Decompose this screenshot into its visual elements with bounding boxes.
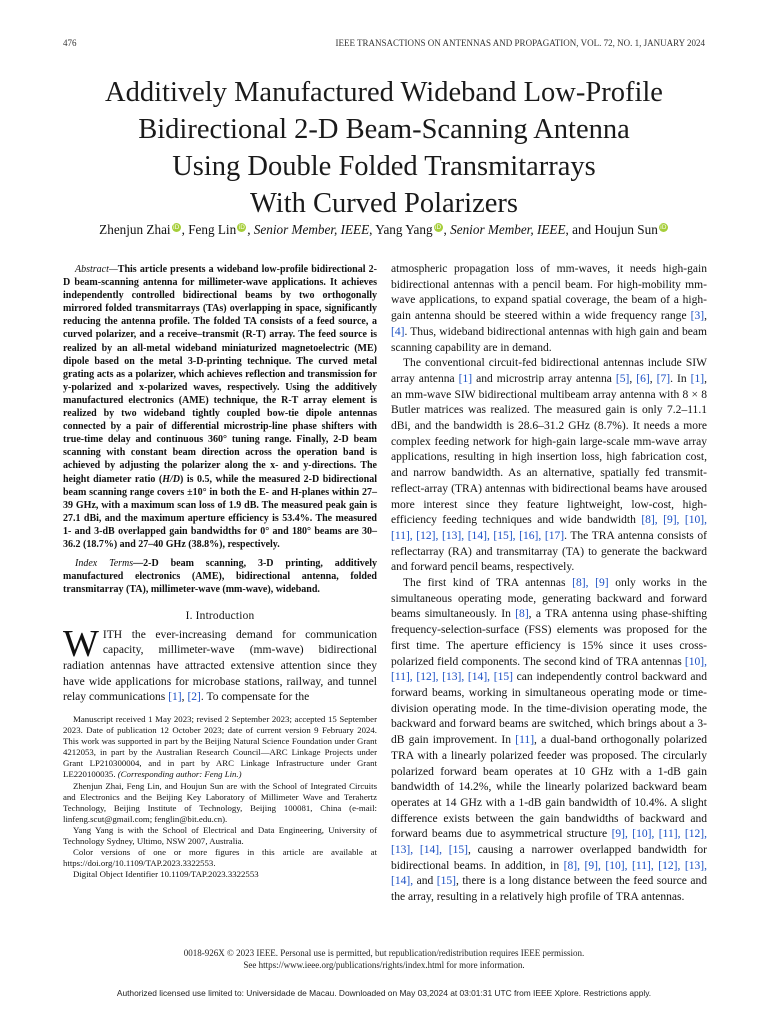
left-column [63, 263, 377, 880]
right-column [391, 262, 707, 906]
body-paragraph: The first kind of TRA antennas [8], [9] only works in the simultaneous operating mode, generating backward and forward beams simultaneously. In [8], a TRA antenna using phase-shifting frequency-selection-surface (FSS) elements was proposed for the first time. The aperture efficiency is 15% since it uses cross-polarized field components. The second kind of TRA antennas [10], [11], [12], [13], [14], [15] can independently control backward and forward beams, working in simultaneous operating mode or time-division operating mode. In the time-division operating mode, the backward and forward beams are switched, which brings about a 3-dB gain improvement. In [11], a dual-band orthogonally polarized TRA with a linearly polarized feeder was proposed. The circularly polarized forward beam operates at 10 GHz with a 1-dB gain bandwidth of 14.2%, while the linearly polarized backward beam operates at 14 GHz with a 1-dB gain bandwidth of 10.4%. A slight difference exists between the gain bandwidths of backward and forward beams due to asymmetrical structure [9], [10], [11], [12], [13], [14], [15], causing a narrower overlapped bandwidth for bidirectional beams. In addition, in [8], [9], [10], [11], [12], [13], [14], and [15], there is a long distance between the feed source and the array, resulting in a relatively high profile of TRA antennas. [391, 577, 707, 904]
page-number: 476 [63, 38, 77, 48]
doi-footnote: Digital Object Identifier 10.1109/TAP.2023.3322553 [73, 869, 259, 880]
author-role: Senior Member, IEEE [450, 222, 566, 237]
citation-link[interactable]: [6] [636, 372, 650, 385]
journal-header: IEEE TRANSACTIONS ON ANTENNAS AND PROPAGATION, VOL. 72, NO. 1, JANUARY 2024 [335, 38, 705, 48]
orcid-icon[interactable]: iD [660, 223, 667, 231]
citation-link[interactable]: [8] [515, 608, 529, 621]
orcid-icon[interactable]: iD [238, 223, 245, 231]
title-line: Additively Manufactured Wideband Low-Profile [105, 77, 663, 108]
author-name: Yang Yang [375, 222, 433, 237]
author-name: Houjun Sun [594, 222, 658, 237]
citation-link[interactable]: [11] [515, 734, 535, 747]
citation-link[interactable]: [1] [690, 372, 705, 385]
title-line: Using Double Folded Transmitarrays [172, 151, 596, 182]
citation-link[interactable]: [8], [9] [572, 577, 609, 590]
orcid-icon[interactable]: iD [434, 223, 442, 231]
author-list: Zhenjun Zhai iD , Feng Lin iD , Senior Member, IEEE, Yang Yang iD , Senior Member, IEEE, and Houjun Sun iD [99, 222, 667, 237]
citation-link[interactable]: [10], [11], [12], [13], [14], [15] [391, 655, 707, 684]
license-notice: Authorized licensed use limited to: Universidade de Macau. Downloaded on May 03,2024 at 03:01:31 UTC from IEEE Xplore. Restrictions apply. [116, 988, 652, 998]
index-terms-label: Index Terms [75, 558, 134, 570]
abstract-label: Abstract [75, 264, 109, 275]
citation-link[interactable]: [1] [168, 691, 182, 704]
citation-link[interactable]: [8], [9], [10], [11], [12], [13], [14], [15], [16], [17] [391, 514, 707, 542]
citation-link[interactable]: [5] [615, 372, 630, 385]
citation-link[interactable]: [7] [656, 372, 671, 385]
footnotes [63, 714, 377, 880]
citation-link[interactable]: [8], [9], [10], [11], [12], [13], [14], [391, 859, 707, 888]
citation-link[interactable]: [4] [391, 325, 405, 338]
footnote: Manuscript received 1 May 2023; revised 2 September 2023; accepted 15 September 2023. Date of publication 12 October 2023; date of current version 9 February 2024. This work was supported in part by the Beijing Natural Science Foundation under Grant 4212053, in part by the Australian Research Council—ARC Linkage Projects under Grant LP210300004, and in part by ARC Linkage Infrastructure under Grant LE220100035. (Corresponding author: Feng Lin.) [63, 714, 377, 780]
citation-link[interactable]: [15] [436, 875, 456, 888]
copyright-line: 0018-926X © 2023 IEEE. Personal use is permitted, but republication/redistribution requires IEEE permission. [183, 948, 585, 958]
footnote: Zhenjun Zhai, Feng Lin, and Houjun Sun are with the School of Integrated Circuits and Electronics and the Beijing Key Laboratory of Millimeter Wave and Terahertz Technology, Beijing Institute of Technology, Beijing 100081, China (e-mail: linfeng.scut@gmail.com; fenglin@bit.edu.cn). [63, 780, 377, 824]
intro-paragraph: WITH the ever-increasing demand for communication capacity, millimeter-wave (mm-wave) bidirectional radiation antennas have attracted extensive attention since they have wide applications for microbase stations, railway, and tunnel relay communications [1], [2]. To compensate for the [63, 622, 377, 704]
body-paragraph: The conventional circuit-fed bidirectional antennas include SIW array antenna [1] and microstrip array antenna [5], [6], [7]. In [1], an mm-wave SIW bidirectional multibeam array antenna with 8 × 8 Butler matrices was realized. The measured gain is only 7.2–11.1 dBi, and the bandwidth is 28.6–31.2 GHz (8.7%). It needs a more complex feeding network for high-gain large-scale mm-wave array applications, resulting in high insertion loss, high fabrication cost, and narrow bandwidth. As an alternative, spatially fed transmit-reflect-array (TRA) antennas with bidirectional beams have aroused more interest since they feature lightweight, low-cost, high-efficiency feeding techniques and wide bandwidth [8], [9], [10], [11], [12], [13], [14], [15], [16], [17]. The TRA antenna consists of reflectarray (RA) and transmitarray (TA) to generate the backward and forward pencil beams, respectively. [391, 357, 708, 574]
title-line: Bidirectional 2-D Beam-Scanning Antenna [138, 114, 630, 145]
author-name: Feng Lin [188, 222, 237, 237]
footnote: Color versions of one or more figures in this article are available at https://doi.org/10.1109/TAP.2023.3322553. [63, 847, 377, 869]
orcid-icon[interactable]: iD [172, 223, 180, 231]
copyright-notice [0, 947, 768, 971]
citation-link[interactable]: [1] [458, 372, 473, 385]
footnote: Yang Yang is with the School of Electrical and Data Engineering, University of Technology Sydney, Ultimo, NSW 2007, Australia. [63, 824, 377, 847]
index-terms: Index Terms—2-D beam scanning, 3-D printing, additively manufactured electronics (AME), bidirectional antenna, folded transmitarray (TA), millimeter-wave (mm-wave), wideband. [63, 558, 377, 596]
body-paragraph: atmospheric propagation loss of mm-waves, it needs high-gain bidirectional antennas with a pencil beam. For high-mobility mm-wave applications, to expand spatial coverage, the beam of a high-gain antenna should be steered within a wide frequency range [3], [4]. Thus, wideband bidirectional antennas with high gain and beam scanning capability are in demand. [391, 263, 707, 354]
title-line: With Curved Polarizers [250, 188, 518, 219]
citation-link[interactable]: [9], [10], [11], [12], [13], [14], [15] [391, 828, 707, 857]
drop-cap: W [63, 622, 99, 665]
section-heading: I. Introduction [185, 610, 255, 623]
author-role: Senior Member, IEEE [253, 222, 370, 237]
citation-link[interactable]: [3] [690, 310, 705, 323]
paper-title [0, 74, 768, 222]
citation-link[interactable]: [2] [187, 691, 201, 704]
rights-link[interactable]: See https://www.ieee.org/publications/rights/index.html for more information. [243, 960, 525, 970]
author-name: Zhenjun Zhai [99, 222, 171, 237]
abstract: Abstract—This article presents a wideband low-profile bidirectional 2-D beam-scanning antenna for millimeter-wave applications. It achieves independently controlled bidirectional beams by two orthogonally mirrored folded transmitarrays (TAs) overlapping in space, significantly reducing the antenna profile. The folded TA consists of a feed source, a curved polarizer, and a receive–transmit (R-T) array. The feed source is realized by an all-metal wideband miniaturized magnetoelectric (ME) dipole based on the metal 3-D-printing technique. The curved metal grating acts as a polarizer, which achieves reflection and transmission for y-polarized and x-polarized waves, respectively. Using the additively manufactured electronics (AME) technique, the R-T array element is realized by two wideband tightly coupled bow-tie dipole antennas connected by a pair of differential microstrip-line phase shifters with true-time delay and continuous 360° tuning range. Finally, 2-D beam scanning with constant beam direction across the operation band is achieved by adjusting the polarizer along the x- and y-directions. The height diameter ratio (H/D) is 0.5, while the measured 2-D bidirectional beam scanning range covers ±10° in both the E- and H-planes within 27–39 GHz, with a maximum scan loss of 1.9 dB. The measured peak gain is 27.1 dBi, and the maximum aperture efficiency is 53.4%. The measured 1- and 3-dB overlapped gain bandwidths for 0° and 180° beams are 30–36.2 (18.7%) and 27–40 GHz (38.8%), respectively. [63, 264, 378, 550]
